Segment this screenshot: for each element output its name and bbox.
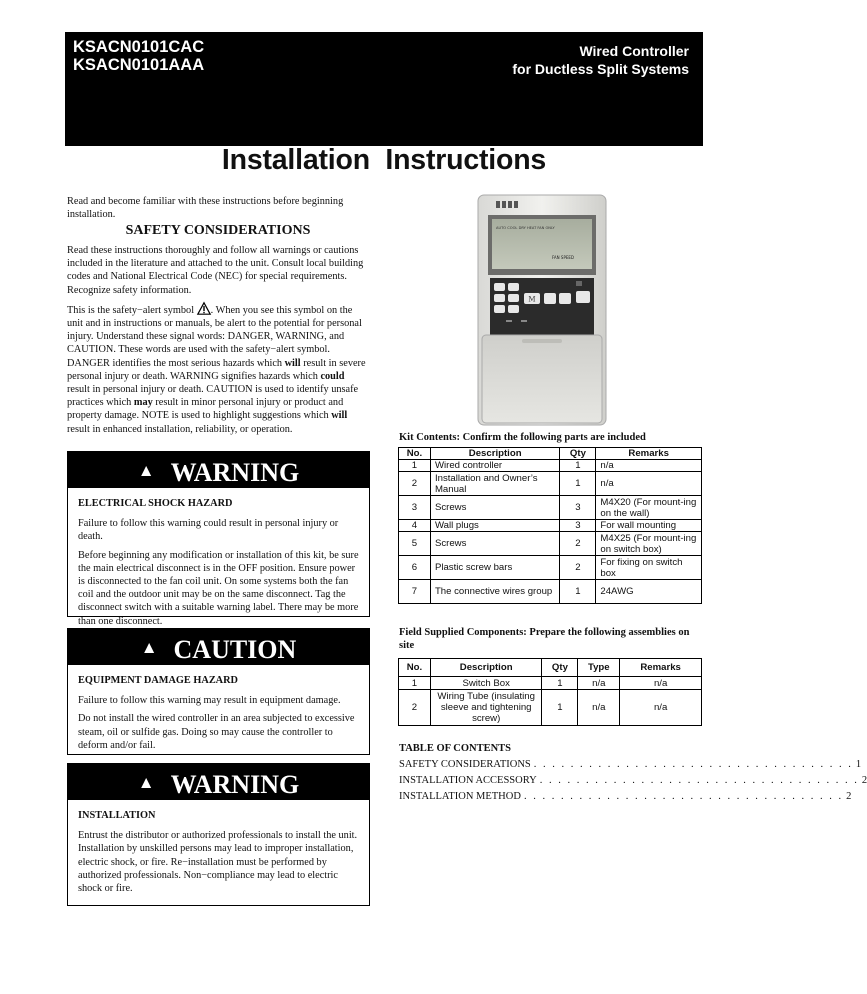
toc-leader-dots: . . . . . . . . . . . . . . . . . . . . . . . . . . . . . . . . . . . [533,759,853,770]
toc-item-label: INSTALLATION METHOD [399,791,521,802]
table-cell: 1 [399,460,431,472]
table-cell: 1 [560,460,596,472]
column-header: No. [399,448,431,460]
table-cell: M4X25 (For mount-ing on switch box) [596,532,702,556]
toc-heading: TABLE OF CONTENTS [399,743,512,754]
caution-text: Failure to follow this warning may result in equipment damage. [78,695,341,707]
table-row [399,690,702,726]
warning-box-electrical [67,451,370,627]
table-cell: 1 [399,677,431,690]
table-cell: Wall plugs [430,520,560,532]
toc-page-number: 2 [861,775,867,786]
alert-triangle-icon: ▲ [140,638,158,657]
table-row [399,472,702,496]
field-supplied-title: Field Supplied Components: Prepare the following assemblies on site [399,627,690,651]
table-cell: 1 [542,690,578,726]
toc-item-label: INSTALLATION ACCESSORY [399,775,537,786]
caution-bar: ▲ CAUTION [68,629,369,665]
toc-item[interactable] [399,757,862,773]
table-of-contents [399,741,867,805]
table-cell: 2 [560,556,596,580]
table-cell: 3 [399,496,431,520]
table-cell: 24AWG [596,580,702,604]
table-row [399,520,702,532]
table-cell: Installation and Owner’s Manual [430,472,560,496]
lcd-fan-text: FAN SPEED [551,255,574,260]
intro-paragraph: Read and become familiar with these instructions before beginning installation. [67,196,344,221]
table-row [399,532,702,556]
mode-button-label: M [528,295,536,304]
toc-item[interactable] [399,773,867,789]
table-cell: n/a [578,690,620,726]
safety-alert-icon [197,302,211,315]
product-line [512,42,689,78]
table-cell: n/a [596,472,702,496]
table-cell: 3 [560,520,596,532]
caution-text: Do not install the wired controller in an area subjected to excessive steam, oil or sulfide gas. Doing so may cause the controller to deform and/or fail. [78,713,355,751]
table-cell: 2 [399,472,431,496]
column-header: Description [430,659,542,677]
table-header-row [399,659,702,677]
product-line-1: Wired Controller [579,43,689,59]
lcd-mode-text: AUTO COOL DRY HEAT FAN ONLY [496,226,555,230]
table-cell: 3 [560,496,596,520]
toc-page-number: 1 [855,759,862,770]
table-cell: 2 [560,532,596,556]
safety-paragraph-2: This is the safety−alert symbol . When you see this symbol on the unit and in instructions or manuals, be alert to the potential for personal injury. Understand these signal words: DANGER, WARNING, and CAUTION. These words are used with the safety−alert symbol. DANGER identifies the most serious hazards which will result in severe personal injury or death. WARNING signifies hazards which could result in personal injury or death. CAUTION is used to identify unsafe practices which may result in minor personal injury or product and property damage. NOTE is used to highlight suggestions which will result in enhanced installation, reliability, or operation. [67,302,369,436]
warning-heading: ELECTRICAL SHOCK HAZARD [78,498,233,509]
wired-controller-photo [476,193,608,427]
safety-paragraph-1: Read these instructions thoroughly and follow all warnings or cautions included in the literature and attached to the unit. Consult local building codes and National Electrical Code (NEC) for special requirements. Recognize safety information. [67,245,364,296]
warning-bar: ▲ WARNING [68,452,369,488]
table-row [399,677,702,690]
warning-text: Entrust the distributor or authorized professionals to install the unit. Installation by unskilled persons may lead to improper installation, electric shock, or fire. Re−installation must be performed by authorized professionals. Non−compliance may lead to electric shock or fire. [78,830,358,895]
toc-page-number: 2 [846,791,852,802]
table-cell: 4 [399,520,431,532]
intro-text [67,195,369,226]
table-row [399,580,702,604]
table-cell: n/a [596,460,702,472]
column-header: Qty [560,448,596,460]
table-header-row [399,448,702,460]
table-cell: n/a [578,677,620,690]
table-row [399,556,702,580]
toc-item-label: SAFETY CONSIDERATIONS [399,759,531,770]
product-line-2: for Ductless Split Systems [512,61,689,77]
warning-heading: INSTALLATION [78,810,156,821]
warning-text: Failure to follow this warning could result in personal injury or death. [78,518,339,543]
column-header: Description [430,448,560,460]
table-cell: 7 [399,580,431,604]
column-header: No. [399,659,431,677]
toc-leader-dots: . . . . . . . . . . . . . . . . . . . . . . . . . . . . . . . . . . . [523,791,844,802]
table-cell: Screws [430,496,560,520]
table-cell: Plastic screw bars [430,556,560,580]
model-numbers [73,38,204,74]
column-header: Remarks [620,659,702,677]
toc-leader-dots: . . . . . . . . . . . . . . . . . . . . . . . . . . . . . . . . . . . [539,775,859,786]
alert-triangle-icon: ▲ [137,461,155,480]
table-cell: The connective wires group [430,580,560,604]
safety-heading: SAFETY CONSIDERATIONS [125,223,311,238]
column-header: Qty [542,659,578,677]
table-cell: Switch Box [430,677,542,690]
table-cell: 5 [399,532,431,556]
model-number: KSACN0101AAA [73,56,205,74]
header-banner [65,32,703,146]
warning-bar: ▲ WARNING [68,764,369,800]
warning-box-installation [67,763,370,906]
model-number: KSACN0101CAC [73,38,205,56]
caution-heading: EQUIPMENT DAMAGE HAZARD [78,675,238,686]
table-cell: 6 [399,556,431,580]
kit-contents-table [398,447,702,604]
table-cell: n/a [620,677,702,690]
table-cell: 1 [542,677,578,690]
table-cell: n/a [620,690,702,726]
table-row [399,496,702,520]
table-cell: 1 [560,580,596,604]
column-header: Remarks [596,448,702,460]
table-cell: M4X20 (For mount-ing on the wall) [596,496,702,520]
table-cell: For wall mounting [596,520,702,532]
table-cell: Wired controller [430,460,560,472]
table-cell: Wiring Tube (insulating sleeve and tightening screw) [430,690,542,726]
table-cell: 2 [399,690,431,726]
table-cell: 1 [560,472,596,496]
alert-triangle-icon: ▲ [137,773,155,792]
page-title: Installation Instructions [221,144,547,176]
field-supplied-table [398,658,702,726]
table-row [399,460,702,472]
kit-contents-title: Kit Contents: Confirm the following parts are included [399,432,646,443]
column-header: Type [578,659,620,677]
safety-section [67,244,369,441]
caution-box-equipment [67,628,370,755]
table-cell: For fixing on switch box [596,556,702,580]
table-cell: Screws [430,532,560,556]
warning-text: Before beginning any modification or installation of this kit, be sure the main electrical disconnect is in the OFF position. Ensure power is disconnected to the fan coil unit. On some systems both the fan coil and the outdoor unit may be on the same disconnect. Tag the disconnect switch with a suitable warning label. There may be more than one disconnect. [78,549,359,627]
toc-item[interactable] [399,789,852,805]
